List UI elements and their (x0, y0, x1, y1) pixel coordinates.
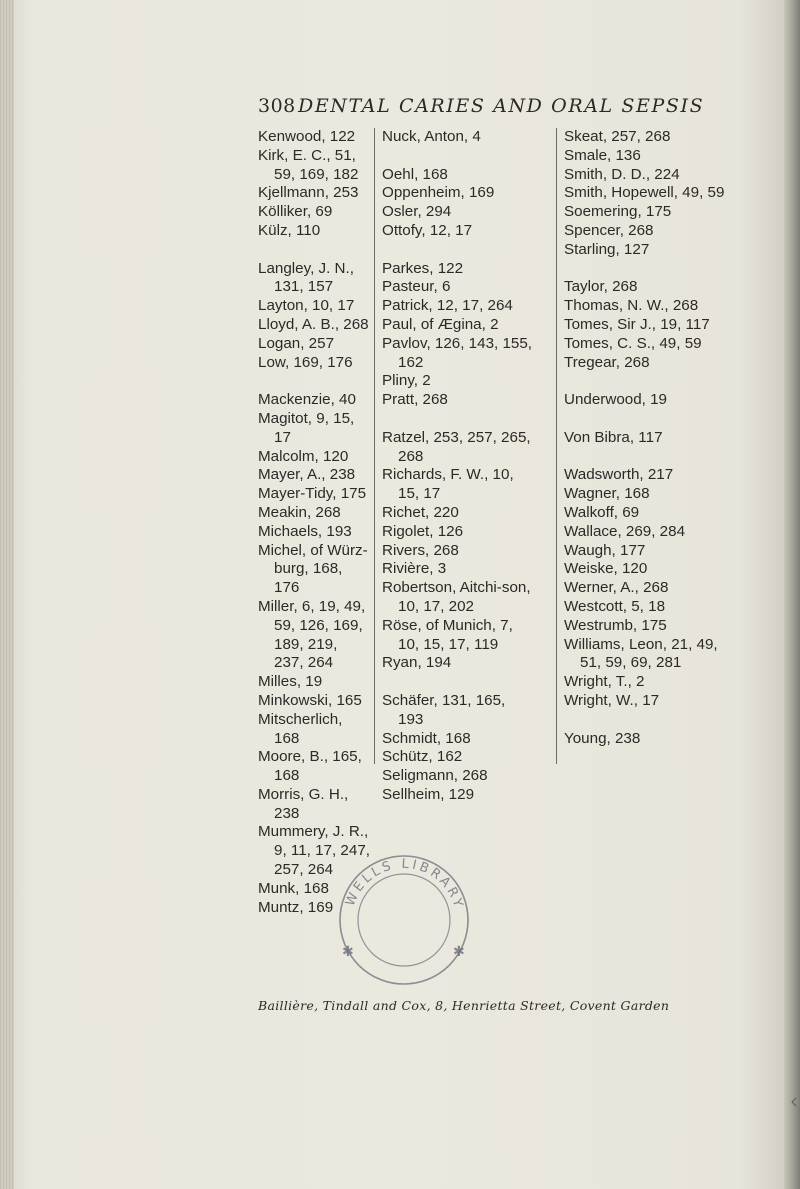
index-entry: Ottofy, 12, 17 (382, 221, 473, 239)
index-entry: Kölliker, 69 (258, 203, 333, 221)
index-entry: Miller, 6, 19, 49, 59, 126, 169, 189, 219, 237, 264 (258, 597, 366, 672)
index-entry: Schäfer, 131, 165, 193 (382, 691, 506, 728)
index-entry: Milles, 19 (258, 673, 323, 691)
index-entry: Külz, 110 (258, 221, 321, 239)
index-entry: Tomes, C. S., 49, 59 (564, 334, 702, 352)
page-number: 308 (258, 95, 296, 117)
edge-mark (790, 1092, 798, 1102)
library-stamp (330, 842, 478, 990)
index-entry: Moore, B., 165, 168 (258, 748, 362, 785)
running-title: DENTAL CARIES AND ORAL SEPSIS (298, 95, 705, 117)
index-entry: Seligmann, 268 (382, 767, 488, 785)
svg-text:✱: ✱ (342, 944, 354, 960)
index-entry: Munk, 168 (258, 879, 329, 897)
binding-edge (0, 0, 14, 1189)
index-entry: Kirk, E. C., 51, 59, 169, 182 (258, 146, 359, 183)
index-entry: Mayer, A., 238 (258, 466, 356, 484)
index-entry: Mayer-Tidy, 175 (258, 485, 367, 503)
index-entry: Williams, Leon, 21, 49, 51, 59, 69, 281 (564, 635, 718, 672)
index-column-3 (564, 128, 739, 768)
index-entry: Von Bibra, 117 (564, 428, 663, 446)
index-entry: Minkowski, 165 (258, 691, 362, 709)
index-entry: Paul, of Ægina, 2 (382, 315, 499, 333)
index-entry: Ratzel, 253, 257, 265, 268 (382, 428, 531, 465)
index-entry: Thomas, N. W., 268 (564, 297, 699, 315)
page-edge-shadow (784, 0, 800, 1189)
index-entry: Schmidt, 168 (382, 729, 471, 747)
index-entry: Richards, F. W., 10, 15, 17 (382, 466, 514, 503)
svg-text:WELLS LIBRARY: WELLS LIBRARY (342, 856, 466, 912)
index-column-2 (382, 128, 533, 803)
index-entry: Mitscherlich, 168 (258, 710, 343, 747)
column-divider (374, 128, 375, 764)
publisher-imprint: Baillière, Tindall and Cox, 8, Henrietta Street, Covent Garden (258, 998, 670, 1013)
index-entry: Langley, J. N., 131, 157 (258, 259, 354, 296)
column-divider (556, 128, 557, 764)
index-entry: Robertson, Aitchi-son, 10, 17, 202 (382, 579, 531, 615)
index-entry: Schütz, 162 (382, 748, 463, 766)
index-entry: Magitot, 9, 15, 17 (258, 409, 355, 446)
index-entry: Mackenzie, 40 (258, 391, 356, 409)
index-entry: Smith, Hopewell, 49, 59 (564, 184, 725, 202)
index-entry: Muntz, 169 (258, 898, 334, 916)
index-entry: Wright, T., 2 (564, 673, 645, 691)
index-entry: Spencer, 268 (564, 221, 654, 239)
index-entry: Malcolm, 120 (258, 447, 349, 465)
index-entry: Parkes, 122 (382, 259, 464, 277)
index-entry: Weiske, 120 (564, 560, 648, 578)
index-entry: Kjellmann, 253 (258, 184, 359, 202)
svg-text:✱: ✱ (453, 944, 465, 960)
index-entry: Tomes, Sir J., 19, 117 (564, 315, 710, 333)
index-entry: Wallace, 269, 284 (564, 522, 686, 540)
index-entry: Patrick, 12, 17, 264 (382, 297, 513, 315)
index-entry: Ryan, 194 (382, 654, 452, 672)
index-entry: Waugh, 177 (564, 541, 646, 559)
index-entry: Rivière, 3 (382, 560, 447, 578)
index-entry: Tregear, 268 (564, 353, 650, 371)
index-entry: Morris, G. H., 238 (258, 785, 349, 822)
index-entry: Taylor, 268 (564, 278, 638, 296)
index-entry: Walkoff, 69 (564, 503, 640, 521)
index-entry: Westrumb, 175 (564, 616, 667, 634)
index-entry: Pratt, 268 (382, 391, 448, 409)
index-entry: Smale, 136 (564, 146, 641, 164)
index-entry: Lloyd, A. B., 268 (258, 315, 369, 333)
index-entry: Low, 169, 176 (258, 353, 353, 371)
index-entry: Soemering, 175 (564, 203, 672, 221)
index-entry: Nuck, Anton, 4 (382, 128, 481, 145)
index-entry: Michaels, 193 (258, 522, 352, 540)
index-entry: Rivers, 268 (382, 541, 459, 559)
index-entry: Wagner, 168 (564, 485, 650, 503)
index-entry: Logan, 257 (258, 334, 335, 352)
index-entry: Pasteur, 6 (382, 278, 451, 296)
index-entry: Smith, D. D., 224 (564, 165, 680, 183)
index-entry: Westcott, 5, 18 (564, 597, 666, 615)
index-entry: Skeat, 257, 268 (564, 128, 671, 145)
index-entry: Oppenheim, 169 (382, 184, 495, 202)
index-entry: Oehl, 168 (382, 165, 448, 183)
index-column-1 (258, 128, 370, 916)
index-entry: Michel, of Würz-burg, 168, 176 (258, 541, 368, 597)
index-entry: Pliny, 2 (382, 372, 431, 390)
library-stamp-seal-icon (330, 842, 478, 990)
index-entry: Sellheim, 129 (382, 785, 475, 803)
running-header (258, 95, 705, 117)
index-entry: Richet, 220 (382, 503, 459, 521)
index-entry: Werner, A., 268 (564, 579, 669, 597)
index-entry: Wright, W., 17 (564, 691, 660, 709)
index-entry: Underwood, 19 (564, 391, 668, 409)
index-entry: Rigolet, 126 (382, 522, 464, 540)
index-entry: Mummery, J. R., 9, 11, 17, 247, 257, 264 (258, 823, 370, 879)
index-entry: Osler, 294 (382, 203, 452, 221)
index-entry: Wadsworth, 217 (564, 466, 674, 484)
index-entry: Pavlov, 126, 143, 155, 162 (382, 334, 533, 371)
index-entry: Starling, 127 (564, 240, 650, 258)
index-entry: Röse, of Munich, 7, 10, 15, 17, 119 (382, 616, 513, 653)
index-entry: Young, 238 (564, 729, 641, 747)
index-entry: Kenwood, 122 (258, 128, 356, 145)
index-entry: Layton, 10, 17 (258, 297, 355, 315)
index-entry: Meakin, 268 (258, 503, 341, 521)
